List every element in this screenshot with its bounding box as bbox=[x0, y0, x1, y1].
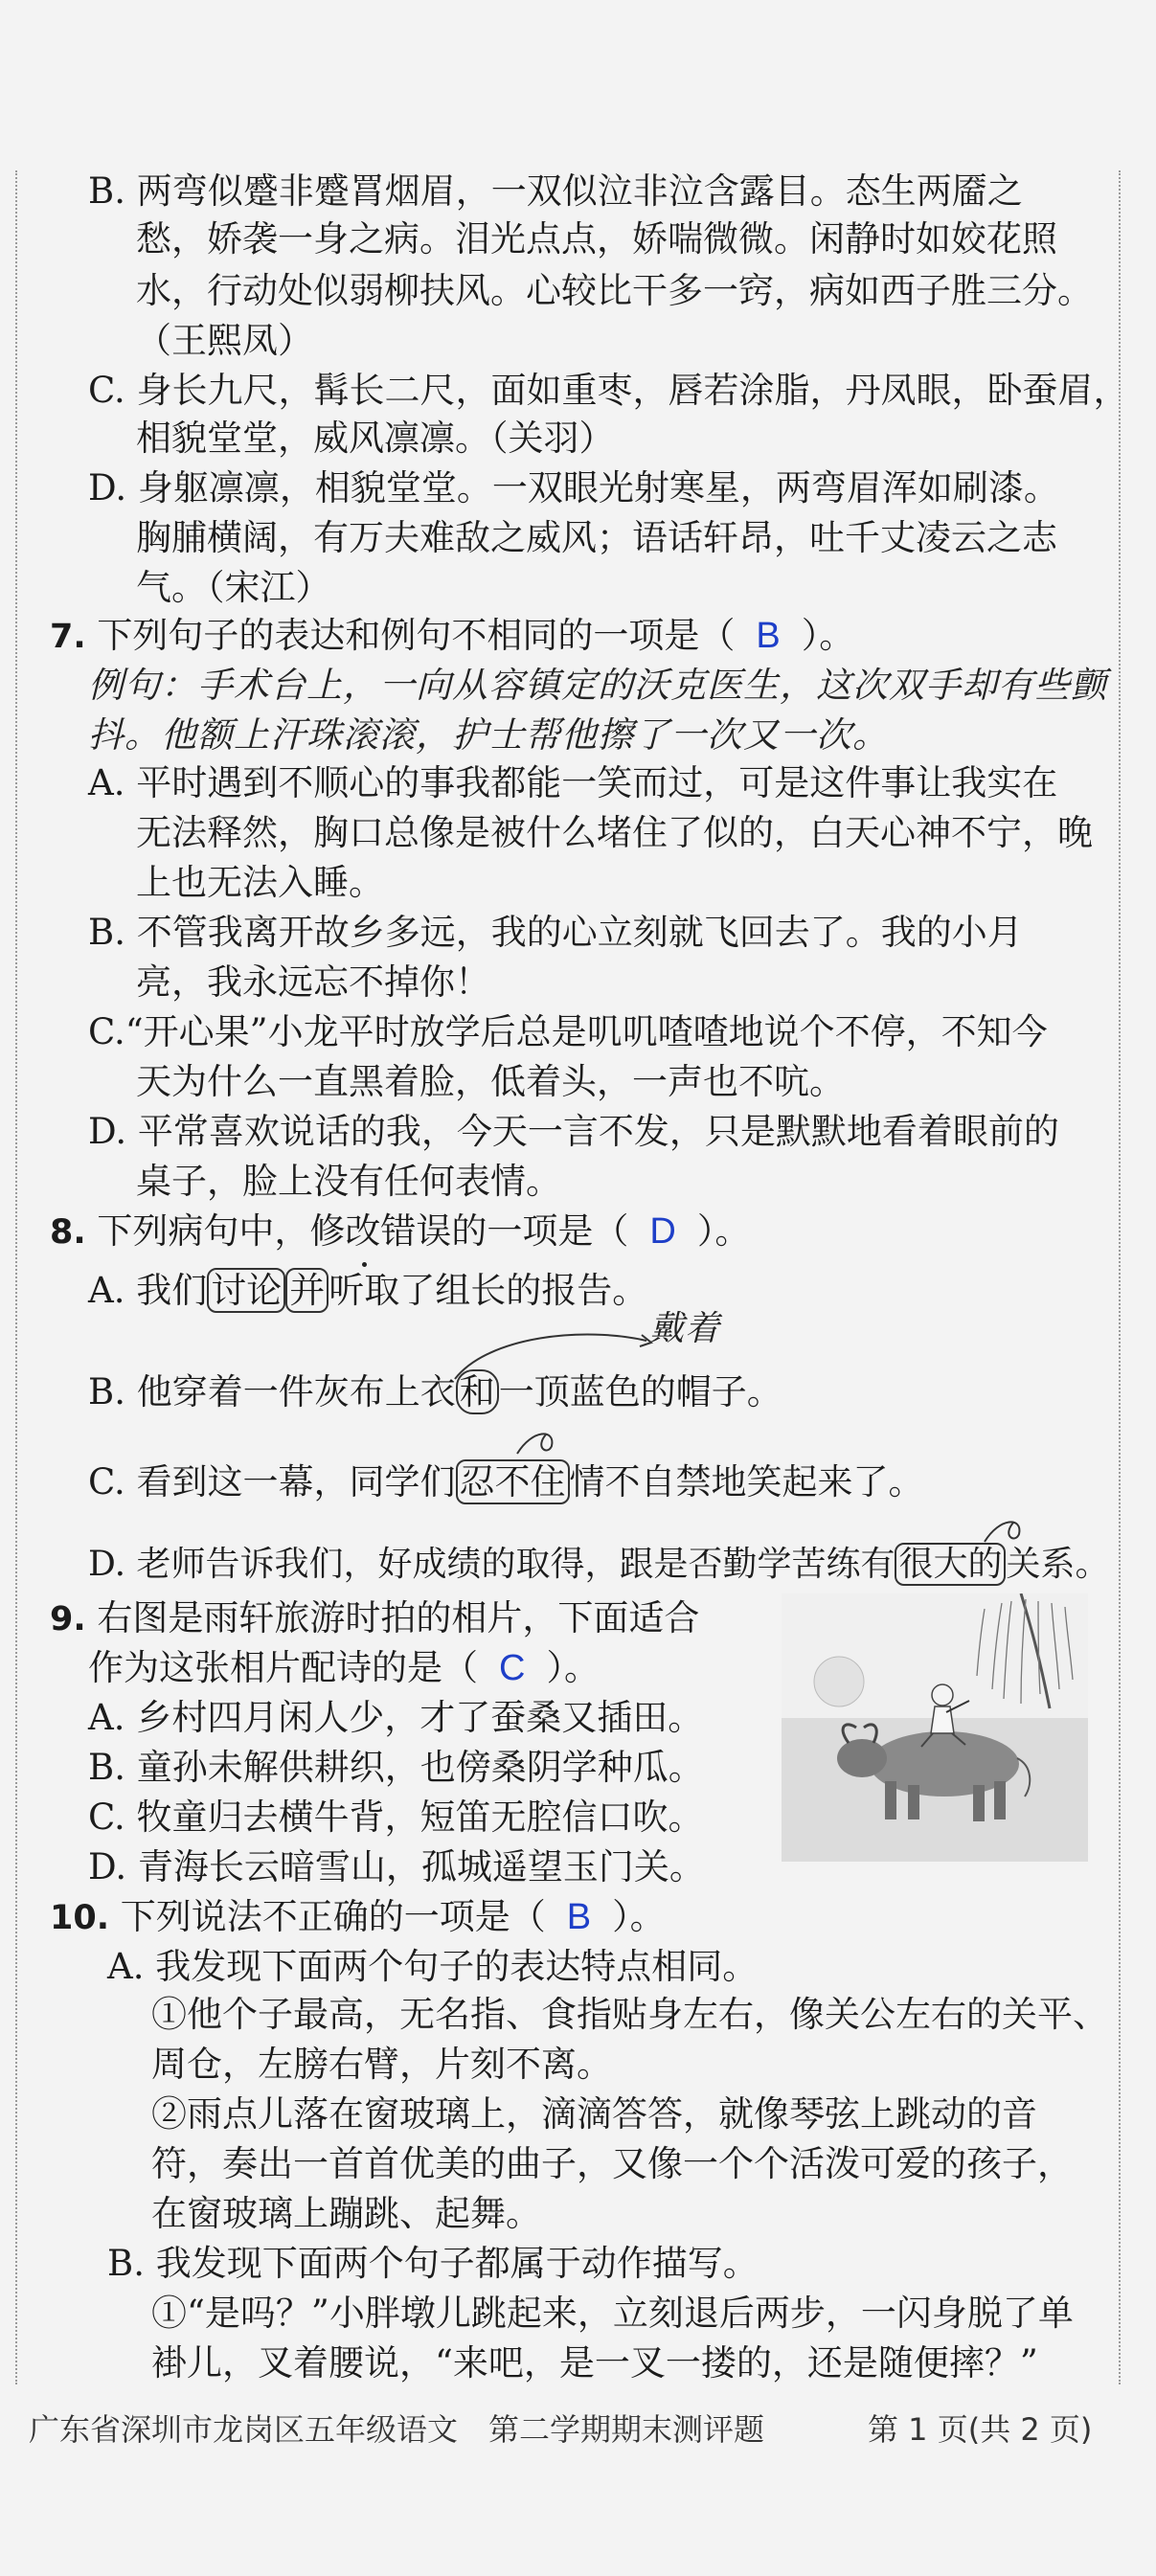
q7-option-d-line2: 桌子，脸上没有任何表情。 bbox=[136, 1161, 561, 1202]
q10-stem-text: 下列说法不正确的一项是（ bbox=[120, 1896, 546, 1937]
q6-option-d-line2: 胸脯横阔，有万夫难敌之威风；语话轩昂，吐千丈凌云之志 bbox=[136, 517, 1057, 558]
q8-close: ）。 bbox=[696, 1210, 751, 1252]
q10-close: ）。 bbox=[612, 1896, 666, 1937]
q6-option-b-line2: 愁，娇袭一身之病。泪光点点，娇喘微微。闲静时如姣花照 bbox=[136, 218, 1057, 260]
q8-a-boxed-discuss: 讨论 bbox=[207, 1268, 285, 1313]
q10-a2-line1: ②雨点儿落在窗玻璃上，滴滴答答，就像琴弦上跳动的音 bbox=[151, 2093, 1037, 2135]
right-margin-rule bbox=[1119, 170, 1121, 2384]
q9-number: 9. bbox=[50, 1600, 86, 1638]
footer-title: 广东省深圳市龙岗区五年级语文 第二学期期末测评题 bbox=[29, 2411, 765, 2448]
q6-option-c-line1: C. 身长九尺，髯长二尺，面如重枣，唇若涂脂，丹凤眼，卧蚕眉， bbox=[88, 370, 1129, 411]
q8-number: 8. bbox=[50, 1213, 86, 1252]
q8-option-a bbox=[88, 1268, 647, 1314]
q10-a2-line3: 在窗玻璃上蹦跳、起舞。 bbox=[151, 2193, 541, 2234]
q10-b1-line1: ①“是吗？”小胖墩儿跳起来，立刻退后两步，一闪身脱了单 bbox=[151, 2293, 1074, 2334]
q8-b-boxed-and: 和 bbox=[456, 1369, 499, 1414]
q10-stem bbox=[50, 1894, 666, 1941]
q8-a-boxed-and: 并 bbox=[285, 1268, 329, 1313]
q7-option-a-line1: A. 平时遇到不顺心的事我都能一笑而过，可是这件事让我实在 bbox=[88, 762, 1058, 803]
q9-option-d: D. 青海长云暗雪山，孤城遥望玉门关。 bbox=[88, 1846, 705, 1887]
q8-option-d bbox=[88, 1542, 1110, 1588]
q7-option-a-line2: 无法释然，胸口总像是被什么堵住了似的，白天心神不宁，晚 bbox=[136, 812, 1093, 853]
q7-example-line1: 例句：手术台上，一向从容镇定的沃克医生，这次双手却有些颤 bbox=[88, 665, 1107, 706]
q7-stem-text: 下列句子的表达和例句不相同的一项是（ bbox=[97, 615, 736, 656]
q8-d-post: 关系。 bbox=[1006, 1545, 1110, 1584]
q7-example-line2: 抖。他额上汗珠滚滚，护士帮他擦了一次又一次。 bbox=[88, 714, 889, 756]
q10-option-b: B. 我发现下面两个句子都属于动作描写。 bbox=[107, 2243, 759, 2284]
q8-a-dotted-word: 听取 bbox=[329, 1270, 400, 1311]
q8-c-boxed-phrase: 忍不住 bbox=[456, 1459, 570, 1504]
q9-stem-line1 bbox=[50, 1595, 699, 1642]
q6-option-d-line1: D. 身躯凛凛，相貌堂堂。一双眼光射寒星，两弯眉浑如刷漆。 bbox=[88, 467, 1059, 508]
q8-c-delete-mark bbox=[513, 1425, 571, 1459]
q9-option-a: A. 乡村四月闲人少，才了蚕桑又插田。 bbox=[88, 1697, 704, 1738]
q8-option-c bbox=[88, 1459, 924, 1505]
q9-close: ）。 bbox=[546, 1647, 600, 1688]
q10-number: 10. bbox=[50, 1899, 110, 1937]
q7-option-b-line1: B. 不管我离开故乡多远，我的心立刻就飞回去了。我的小月 bbox=[88, 912, 1023, 953]
q7-stem bbox=[50, 613, 854, 660]
q8-b-post: 一顶蓝色的帽子。 bbox=[498, 1371, 782, 1412]
q8-b-insertion: 戴着 bbox=[649, 1309, 721, 1348]
footer-page-number: 第 1 页(共 2 页) bbox=[868, 2411, 1093, 2448]
q7-option-d-line1: D. 平常喜欢说话的我，今天一言不发，只是默默地看着眼前的 bbox=[88, 1111, 1059, 1152]
q6-option-b-line3: 水，行动处似弱柳扶风。心较比干多一窍，病如西子胜三分。 bbox=[136, 270, 1093, 311]
q7-answer: B bbox=[756, 616, 781, 656]
q8-option-b bbox=[88, 1369, 782, 1415]
cowherd-photo bbox=[782, 1593, 1088, 1862]
q8-d-pre: D. 老师告诉我们，好成绩的取得，跟是否勤学苦练有 bbox=[88, 1545, 895, 1584]
q7-option-a-line3: 上也无法入睡。 bbox=[136, 862, 384, 903]
q9-option-b: B. 童孙未解供耕织，也傍桑阴学种瓜。 bbox=[88, 1747, 704, 1788]
q8-c-post: 情不自禁地笑起来了。 bbox=[569, 1461, 924, 1503]
q9-stem-line2 bbox=[88, 1645, 600, 1691]
q8-a-pre: A. 我们 bbox=[88, 1270, 208, 1311]
q8-d-boxed-phrase: 很大的 bbox=[895, 1543, 1006, 1586]
q6-option-c-line2: 相貌堂堂，威风凛凛。（关羽） bbox=[136, 418, 615, 459]
q6-option-b-line1: B. 两弯似蹙非蹙罥烟眉，一双似泣非泣含露目。态生两靥之 bbox=[88, 170, 1023, 212]
q9-stem-text1: 右图是雨轩旅游时拍的相片，下面适合 bbox=[97, 1597, 700, 1638]
q10-a2-line2: 符，奏出一首首优美的曲子，又像一个个活泼可爱的孩子， bbox=[151, 2143, 1073, 2184]
q9-stem-text2: 作为这张相片配诗的是（ bbox=[88, 1647, 478, 1688]
left-margin-rule bbox=[15, 170, 17, 2384]
q9-option-c: C. 牧童归去横牛背，短笛无腔信口吹。 bbox=[88, 1796, 704, 1838]
q9-answer: C bbox=[499, 1648, 526, 1688]
q10-a1-line1: ①他个子最高，无名指、食指贴身左右，像关公左右的关平、 bbox=[151, 1994, 1108, 2035]
q10-answer: B bbox=[566, 1897, 592, 1937]
q10-option-a: A. 我发现下面两个句子的表达特点相同。 bbox=[107, 1946, 759, 1987]
q10-a1-line2: 周仓，左膀右臂，片刻不离。 bbox=[151, 2044, 612, 2085]
q6-option-d-line3: 气。（宋江） bbox=[136, 567, 331, 608]
q8-a-post: 了组长的报告。 bbox=[399, 1270, 648, 1311]
q7-number: 7. bbox=[50, 618, 86, 656]
q8-c-pre: C. 看到这一幕，同学们 bbox=[88, 1461, 456, 1503]
q6-option-b-line4: （王熙凤） bbox=[136, 320, 313, 361]
q7-option-c-line1: C.“开心果”小龙平时放学后总是叽叽喳喳地说个不停，不知今 bbox=[88, 1011, 1048, 1052]
q8-b-pre: B. 他穿着一件灰布上衣 bbox=[88, 1371, 456, 1412]
q7-option-c-line2: 天为什么一直黑着脸，低着头，一声也不吭。 bbox=[136, 1061, 845, 1102]
q8-stem bbox=[50, 1209, 750, 1255]
q10-b1-line2: 褂儿，叉着腰说，“来吧，是一叉一搂的，还是随便摔？” bbox=[151, 2342, 1038, 2384]
q7-option-b-line2: 亮，我永远忘不掉你！ bbox=[136, 961, 490, 1003]
q8-answer: D bbox=[649, 1211, 676, 1252]
q7-close: ）。 bbox=[801, 615, 855, 656]
q8-stem-text: 下列病句中，修改错误的一项是（ bbox=[97, 1210, 629, 1252]
